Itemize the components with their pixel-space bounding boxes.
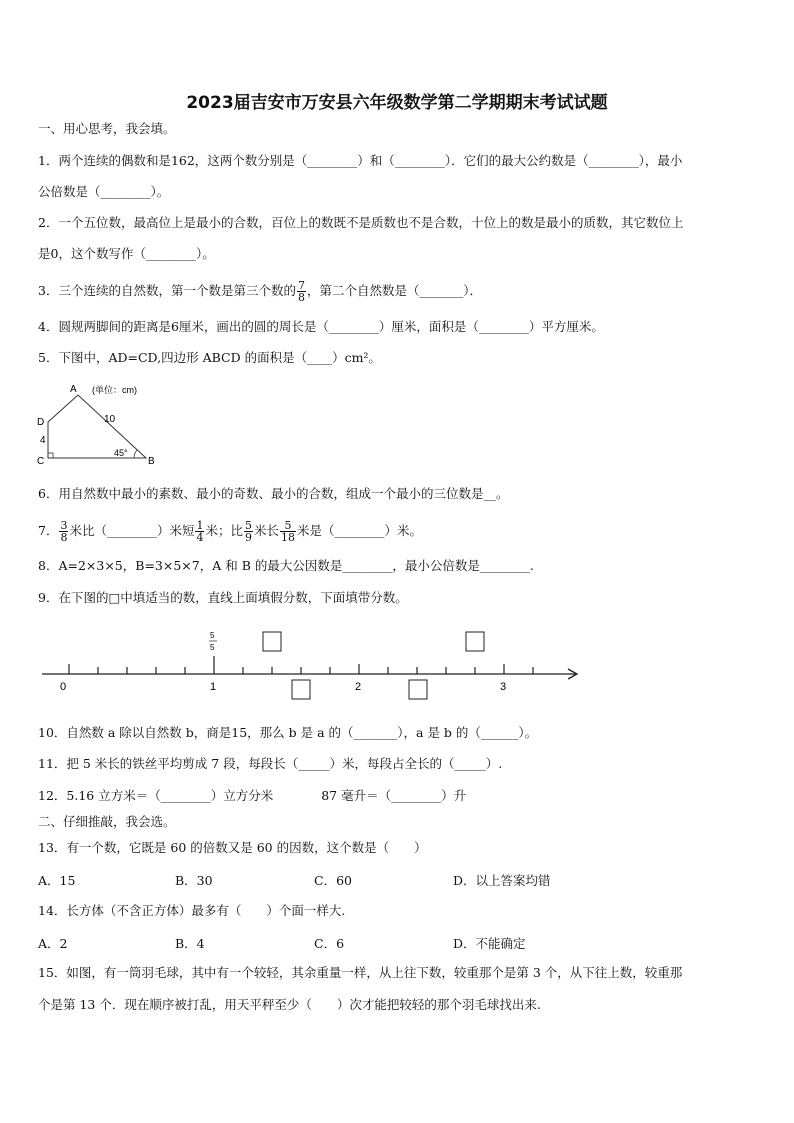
q13-option-a[interactable]: A．15: [38, 873, 76, 888]
question-1-line-2: 公倍数是（________）。: [38, 184, 170, 199]
q13-option-d[interactable]: D．以上答案均错: [453, 873, 551, 888]
question-5: 5．下图中，AD=CD,四边形 ABCD 的面积是（____）cm²。: [38, 350, 381, 365]
question-14: 14．长方体（不含正方体）最多有（ ）个面一样大.: [38, 903, 346, 918]
section-1-heading: 一、用心思考，我会填。: [38, 121, 176, 136]
section-2-heading: 二、仔细推敲，我会选。: [38, 814, 176, 829]
question-4: 4．圆规两脚间的距离是6厘米，画出的圆的周长是（________）厘米，面积是（________）平方厘米。: [38, 319, 604, 334]
answer-box-above-1[interactable]: [263, 632, 281, 651]
number-line-label-1: 1: [210, 681, 217, 693]
question-15-line-2: 个是第 13 个．现在顺序被打乱，用天平秤至少（ ）次才能把较轻的那个羽毛球找出来.: [38, 997, 541, 1012]
number-line-figure: [36, 626, 586, 702]
vertex-b-label: B: [148, 456, 155, 467]
question-7: 7． $\frac{3}{8}$ 米比（________）米短 $\frac{1}{4}$ 米；比 $\frac{5}{9}$ 米长 $\frac{5}{18}$ 米是（________）米。: [38, 519, 423, 544]
question-13: 13．有一个数，它既是 60 的倍数又是 60 的因数，这个数是（ ）: [38, 840, 427, 855]
q13-option-c[interactable]: C．60: [314, 873, 352, 888]
side-ab-length: 10: [104, 414, 116, 425]
fraction-five-eighteenths: $\frac{5}{18}$: [281, 519, 295, 544]
fraction-five-ninths: $\frac{5}{9}$: [244, 519, 252, 544]
quadrilateral-figure: [34, 380, 164, 470]
unit-label: (单位：cm): [92, 385, 137, 395]
angle-label: 45°: [114, 448, 128, 458]
answer-box-below-1[interactable]: [292, 680, 310, 699]
answer-box-below-2[interactable]: [409, 680, 427, 699]
q14-option-c[interactable]: C．6: [314, 936, 345, 951]
side-dc-length: 4: [40, 435, 46, 446]
page-title: 2023届吉安市万安县六年级数学第二学期期末考试试题: [186, 93, 608, 113]
tick-marks: [69, 656, 533, 674]
question-2-line-1: 2．一个五位数，最高位上是最小的合数，百位上的数既不是质数也不是合数，十位上的数是最小的质数，其它数位上: [38, 215, 684, 230]
q14-option-b[interactable]: B．4: [175, 936, 205, 951]
number-line-label-3: 3: [500, 681, 507, 693]
question-1-line-1: 1．两个连续的偶数和是162，这两个数分别是（________）和（________）．它们的最大公约数是（________），最小: [38, 153, 683, 168]
fraction-five-fifths-den: 5: [210, 643, 215, 652]
question-9: 9．在下图的□中填适当的数，直线上面填假分数，下面填带分数。: [38, 590, 408, 605]
number-line-label-2: 2: [355, 681, 362, 693]
question-10: 10．自然数 a 除以自然数 b，商是15，那么 b 是 a 的（_______），a 是 b 的（______）。: [38, 725, 538, 740]
question-8: 8．A=2×3×5，B=3×5×7，A 和 B 的最大公因数是________，最小公倍数是________.: [38, 558, 534, 573]
vertex-a-label: A: [70, 384, 77, 395]
fraction-three-eighths: $\frac{3}{8}$: [60, 519, 68, 544]
fraction-seven-eighths: $\frac{7}{8}$: [297, 279, 305, 304]
question-6: 6．用自然数中最小的素数、最小的奇数、最小的合数，组成一个最小的三位数是__。: [38, 486, 509, 501]
question-12: 12．5.16 立方米＝（________）立方分米 87 毫升＝（________）升: [38, 788, 467, 803]
question-15-line-1: 15．如图，有一筒羽毛球，其中有一个较轻，其余重量一样，从上往下数，较重那个是第 3 个，从下往上数，较重那: [38, 965, 683, 980]
fraction-five-fifths-num: 5: [210, 631, 215, 640]
q14-option-d[interactable]: D．不能确定: [453, 936, 526, 951]
question-11: 11．把 5 米长的铁丝平均剪成 7 段，每段长（_____）米，每段占全长的（_____）.: [38, 756, 503, 771]
vertex-c-label: C: [37, 456, 45, 467]
answer-box-above-2[interactable]: [466, 632, 484, 651]
q14-option-a[interactable]: A．2: [38, 936, 68, 951]
number-line-label-0: 0: [60, 681, 67, 693]
fraction-one-quarter: $\frac{1}{4}$: [196, 519, 204, 544]
vertex-d-label: D: [37, 417, 45, 428]
q13-option-b[interactable]: B．30: [175, 873, 213, 888]
question-2-line-2: 是0，这个数写作（________）。: [38, 246, 215, 261]
question-3: 3．三个连续的自然数，第一个数是第三个数的 $\frac{7}{8}$ ，第二个自然数是（_______）．: [38, 279, 482, 304]
